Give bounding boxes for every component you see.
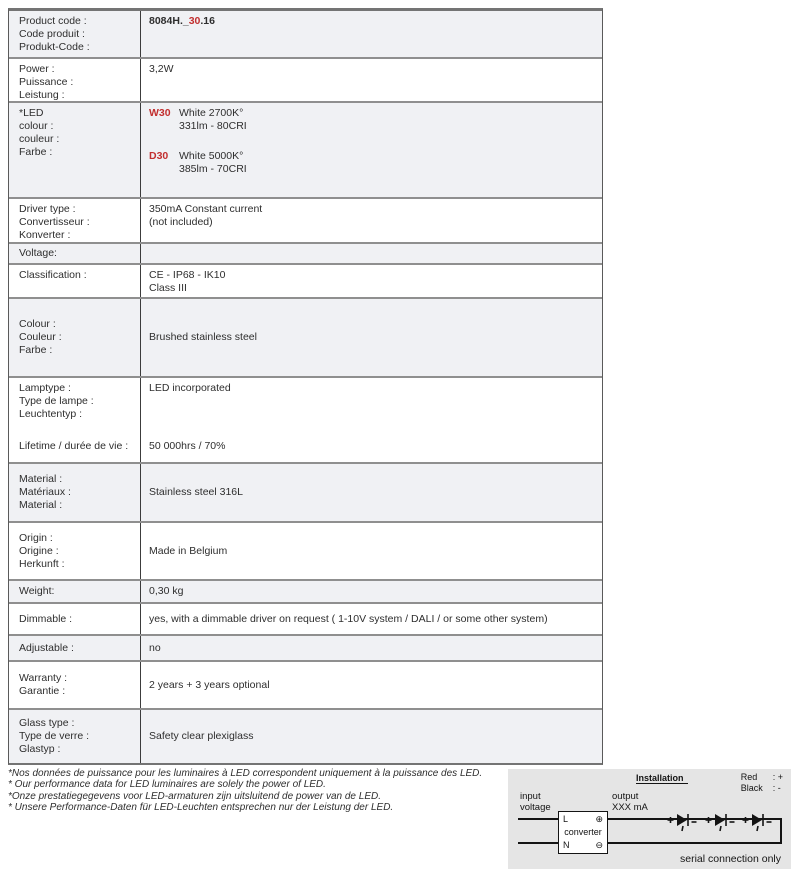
led-option-W30 — [149, 107, 596, 133]
label-line: Driver type : — [19, 203, 76, 215]
legend-black — [741, 783, 783, 794]
label-line: Herkunft : — [19, 557, 65, 570]
led-option-code: D30 — [149, 150, 169, 162]
wire-color-legend — [741, 772, 783, 794]
wire-output-bottom — [608, 842, 782, 844]
label-line: *LED — [19, 107, 44, 119]
label-line: couleur : — [19, 133, 60, 145]
label-line: Colour : — [19, 318, 56, 330]
label-line: Lamptype : — [19, 382, 71, 394]
value-line: 3,2W — [149, 63, 174, 75]
label-line: Product code : — [19, 15, 87, 27]
value-line: Class III — [149, 282, 187, 294]
label-line: Origin : — [19, 531, 53, 544]
serial-connection-note: serial connection only — [680, 853, 781, 865]
spec-label-material — [9, 464, 141, 521]
converter-box — [558, 811, 608, 854]
spec-row-warranty — [9, 662, 602, 710]
input-label-line: input — [520, 791, 541, 802]
footnote-line: * Unsere Performance-Daten für LED-Leuchten entsprechen nur der Leistung der LED. — [8, 802, 394, 814]
led-option-D30 — [149, 150, 596, 176]
label-line: Farbe : — [19, 344, 53, 356]
spec-row-origin — [9, 523, 602, 581]
value-line: Safety clear plexiglass — [149, 730, 254, 742]
label-line: Farbe : — [19, 146, 53, 158]
led-option-lumen: 385lm - 70CRI — [179, 163, 247, 175]
value-line: 350mA Constant current — [149, 203, 263, 215]
footnote-line: *Onze prestatiegegevens voor LED-armaturen zijn uitsluitend de power van de LED. — [8, 790, 381, 802]
legend-red-value: : + — [772, 772, 783, 782]
spec-value-power — [141, 59, 602, 101]
spec-row-product-code — [9, 11, 602, 59]
spec-row-lamptype-lifetime — [9, 378, 602, 464]
spec-label-classification — [9, 265, 141, 297]
spec-row-voltage — [9, 244, 602, 265]
spec-value-weight — [141, 581, 602, 602]
led-option-code: W30 — [149, 107, 171, 119]
label-line: colour : — [19, 120, 54, 132]
product-code-part: .16 — [200, 15, 215, 27]
spec-row-glass-type — [9, 710, 602, 763]
led-option-lumen: 331lm - 80CRI — [179, 120, 247, 132]
label-line: Warranty : — [19, 672, 68, 684]
converter-live-terminal — [563, 813, 603, 825]
label-line: Type de lampe : — [19, 395, 94, 407]
spec-value-lamptype-lifetime — [141, 378, 602, 462]
spec-value-led-colour — [141, 103, 602, 197]
label-line: Puissance : — [19, 76, 74, 88]
label-line: Adjustable : — [19, 641, 74, 654]
label-line: Glass type : — [19, 717, 75, 729]
legend-red — [741, 772, 783, 783]
label-line: Material : — [19, 499, 63, 511]
spec-label-dimmable — [9, 604, 141, 634]
label-line: Matériaux : — [19, 486, 71, 498]
legend-black-label: Black — [740, 783, 763, 793]
value-line: no — [149, 641, 161, 654]
spec-label-weight — [9, 581, 141, 602]
spec-table — [8, 8, 603, 765]
spec-row-led-colour — [9, 103, 602, 199]
spec-label-voltage — [9, 244, 141, 263]
spec-label-glass-type — [9, 710, 141, 763]
wire-loop-right — [780, 818, 782, 844]
value-line: LED incorporated — [149, 382, 231, 394]
label-line: Leistung : — [19, 89, 65, 101]
spec-row-power — [9, 59, 602, 103]
output-label-line: XXX mA — [612, 802, 648, 813]
label-line: Weight: — [19, 585, 55, 597]
spec-value-dimmable — [141, 604, 602, 634]
product-code-part: 8084H._ — [149, 15, 189, 27]
label-line: Voltage: — [19, 247, 57, 259]
legend-red-label: Red — [740, 772, 758, 782]
terminal-n-label: N — [563, 840, 570, 850]
led-option-spec: White 2700K° — [179, 107, 244, 119]
label-line: Material : — [19, 473, 63, 485]
value-line: 0,30 kg — [149, 585, 184, 597]
led-diode-icon — [665, 810, 699, 832]
spec-value-voltage — [141, 244, 602, 263]
spec-label-origin — [9, 523, 141, 579]
spec-value-colour — [141, 299, 602, 376]
footnote-line: *Nos données de puissance pour les luminaires à LED correspondent uniquement à la puissance des LED. — [8, 768, 483, 779]
spec-label-colour — [9, 299, 141, 376]
spec-row-adjustable — [9, 636, 602, 662]
value-line: CE - IP68 - IK10 — [149, 269, 226, 281]
spec-row-material — [9, 464, 602, 523]
spec-value-adjustable — [141, 636, 602, 660]
product-code-variant: 30 — [188, 15, 201, 27]
spec-row-classification — [9, 265, 602, 299]
spec-label-lamptype-lifetime — [9, 378, 141, 462]
label-line: Code produit : — [19, 28, 85, 40]
spec-label-warranty — [9, 662, 141, 708]
legend-black-value: : - — [772, 783, 781, 793]
label-line: Dimmable : — [19, 612, 73, 625]
minus-terminal-icon: ⊖ — [595, 840, 603, 850]
value-line: 2 years + 3 years optional — [149, 678, 270, 691]
label-line: Power : — [19, 63, 55, 75]
input-voltage-label — [520, 791, 551, 813]
diagram-title: Installation — [636, 773, 688, 784]
label-line: Origine : — [19, 544, 59, 557]
input-label-line: voltage — [520, 802, 551, 813]
output-current-label — [612, 791, 648, 813]
spec-value-warranty — [141, 662, 602, 708]
label-line: Glastyp : — [19, 743, 61, 755]
value-line-secondary: 50 000hrs / 70% — [149, 440, 226, 452]
value-line: Stainless steel 316L — [149, 486, 243, 498]
product-code-value — [149, 15, 596, 28]
spec-value-product-code — [141, 11, 602, 57]
wire-input-live — [518, 818, 558, 820]
spec-row-driver-type — [9, 199, 602, 244]
spec-value-classification — [141, 265, 602, 297]
spec-row-colour — [9, 299, 602, 378]
converter-label: converter — [564, 827, 602, 837]
led-option-spec: White 5000K° — [179, 150, 244, 162]
footnotes — [8, 768, 508, 814]
spec-label-product-code — [9, 11, 141, 57]
value-line: Made in Belgium — [149, 544, 228, 557]
spec-value-glass-type — [141, 710, 602, 763]
footnote-line: * Our performance data for LED luminaires are solely the power of LED. — [8, 779, 326, 791]
label-line: Garantie : — [19, 685, 66, 697]
led-diode-icon — [740, 810, 774, 832]
plus-terminal-icon: ⊕ — [595, 814, 603, 824]
value-line — [149, 247, 596, 260]
value-line: Brushed stainless steel — [149, 331, 257, 343]
installation-diagram — [508, 769, 791, 869]
spec-label-led-colour — [9, 103, 141, 197]
spec-label-adjustable — [9, 636, 141, 660]
led-diode-icon — [703, 810, 737, 832]
label-line: Convertisseur : — [19, 216, 90, 228]
spec-value-driver-type — [141, 199, 602, 242]
label-line: Type de verre : — [19, 730, 90, 742]
label-line: Leuchtentyp : — [19, 408, 83, 420]
converter-neutral-terminal — [563, 839, 603, 851]
label-line: Lifetime / durée de vie : — [19, 440, 129, 452]
spec-value-material — [141, 464, 602, 521]
wire-input-neutral — [518, 842, 558, 844]
spec-label-driver-type — [9, 199, 141, 242]
terminal-l-label: L — [563, 814, 569, 824]
spec-label-power — [9, 59, 141, 101]
label-line: Konverter : — [19, 229, 71, 241]
output-label-line: output — [612, 791, 639, 802]
spec-table-body — [9, 11, 602, 763]
label-line: Classification : — [19, 269, 87, 281]
label-line: Couleur : — [19, 331, 62, 343]
spec-row-dimmable — [9, 604, 602, 636]
value-line: yes, with a dimmable driver on request ( 1-10V system / DALI / or some other system) — [149, 612, 548, 625]
value-line: (not included) — [149, 216, 213, 228]
spec-row-weight — [9, 581, 602, 604]
label-line: Produkt-Code : — [19, 41, 90, 53]
spec-value-origin — [141, 523, 602, 579]
